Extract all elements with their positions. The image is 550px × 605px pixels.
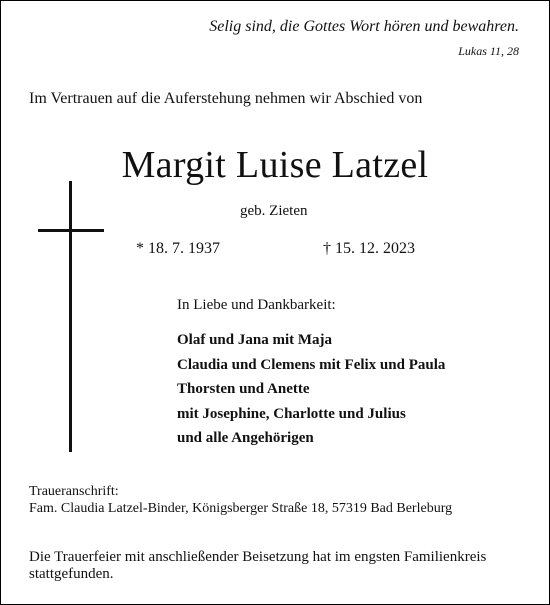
mourner-line: Olaf und Jana mit Maja [177,332,333,348]
intro-text: Im Vertrauen auf die Auferstehung nehmen wir Abschied von [29,90,423,107]
mourning-address: Fam. Claudia Latzel-Binder, Königsberger Straße 18, 57319 Bad Berleburg [29,501,453,516]
gratitude-line: In Liebe und Dankbarkeit: [177,297,336,313]
verse-reference: Lukas 11, 28 [458,44,519,58]
maiden-name: geb. Zieten [240,203,308,219]
cross-icon [69,181,72,452]
death-date: † 15. 12. 2023 [323,240,415,257]
mourners-list [177,328,445,451]
bible-verse: Selig sind, die Gottes Wort hören und bewahren. [209,18,519,35]
mourner-line: mit Josephine, Charlotte und Julius [177,405,406,422]
mourner-line: Thorsten und Anette [177,381,310,397]
birth-date: * 18. 7. 1937 [136,240,220,257]
mourner-line: und alle Angehörigen [177,430,314,446]
mourner-line: Claudia und Clemens mit Felix und Paula [177,356,446,373]
address-label: Traueranschrift: [29,484,119,499]
deceased-name: Margit Luise Latzel [121,144,429,186]
ceremony-note: Die Trauerfeier mit anschließender Beisetzung hat im engsten Familienkreis stattgefunden. [29,549,487,582]
cross-icon-crossbar [38,229,104,232]
